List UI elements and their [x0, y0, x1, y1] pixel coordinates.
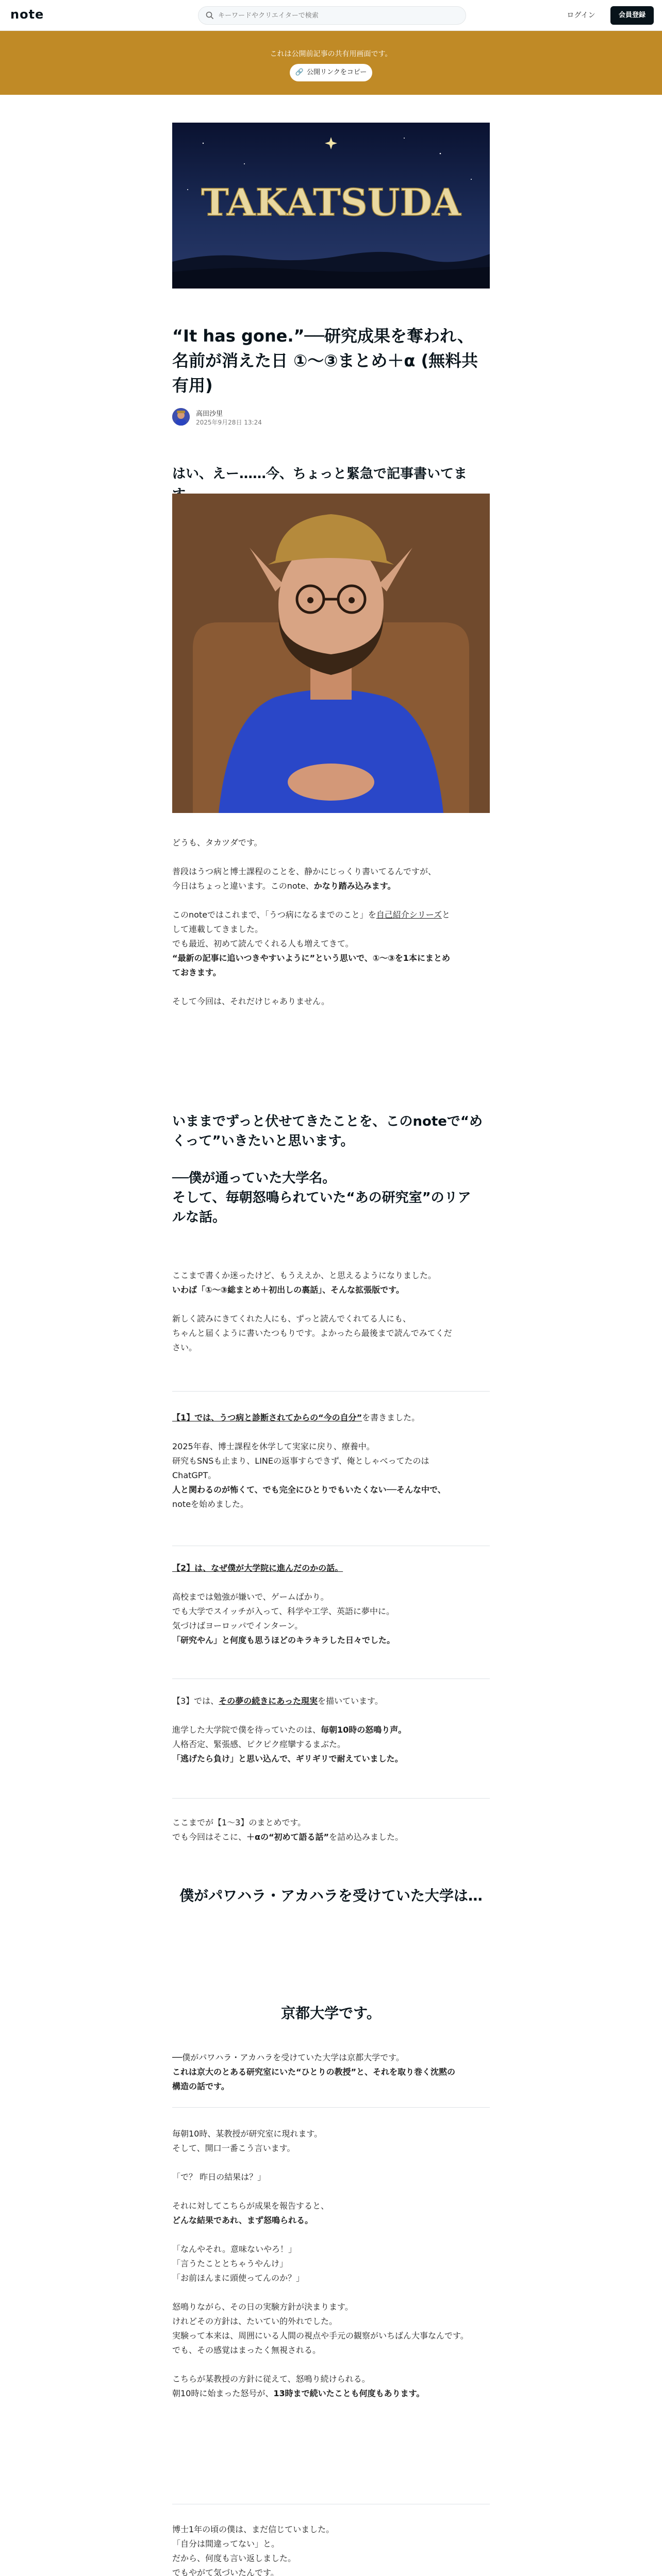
text-line: 博士1年の頃の僕は、まだ信じていました。 [172, 2524, 335, 2534]
avatar[interactable] [172, 408, 190, 426]
heading-line: いままでずっと伏せてきたことを、このnoteで“め [172, 1114, 483, 1129]
share-banner [0, 31, 662, 95]
series-link[interactable]: 自己紹介シリーズ [376, 910, 442, 920]
text-line: 「なんやそれ。意味ないやろ！」 [172, 2244, 296, 2254]
text-span: 13時まで続いたことも何度もあります。 [273, 2388, 425, 2398]
text-line: 「逃げたら負け」と思い込んで、ギリギリで耐えていました。 [172, 1754, 403, 1764]
section-3-summary [172, 1694, 490, 1766]
search-input[interactable] [218, 7, 460, 24]
copy-link-button[interactable] [290, 64, 372, 81]
text-line [172, 1694, 490, 1708]
intro-paragraphs [172, 836, 490, 1009]
text-line: 人格否定、緊張感、ピクピク痙攣するまぶた。 [172, 1739, 346, 1749]
top-navbar [0, 0, 662, 31]
section-3-link[interactable]: その夢の続きにあった現実 [219, 1696, 318, 1706]
title-line: 有用) [172, 376, 213, 395]
text-line: 気づけばヨーロッパでインターン。 [172, 1621, 303, 1631]
section-heading [172, 1168, 490, 1227]
text-line: 「言うたこととちゃうやんけ」 [172, 2259, 288, 2268]
note-logo[interactable]: note [10, 7, 44, 22]
text-line: ──僕がパワハラ・アカハラを受けていた大学は京都大学です。 [172, 2053, 404, 2062]
post-date: 2025年9月28日 13:24 [196, 419, 262, 426]
section-1-link[interactable]: 【1】では、うつ病と診断されてからの“今の自分” [172, 1413, 362, 1422]
text-span: このnoteではこれまで、「うつ病になるまでのこと」を [172, 910, 376, 920]
text-span: を詰め込みました。 [329, 1832, 404, 1842]
heading-line: くって”いきたいと思います。 [172, 1133, 354, 1149]
text-line: 「研究やん」と何度も思うほどのキラキラした日々でした。 [172, 1635, 395, 1645]
text-line: 毎朝10時、某教授が研究室に現れます。 [172, 2129, 323, 2139]
text-line: でもやがて気づいたんです。 [172, 2568, 279, 2576]
text-line: ちゃんと届くように書いたつもりです。よかったら最後まで読んでみてくだ [172, 1328, 452, 1338]
text-span: と [441, 910, 450, 920]
section-heading [172, 1112, 490, 1151]
text-span: を書きました。 [362, 1413, 420, 1422]
banner-text: これは公開前記事の共有用画面です。 [270, 50, 392, 58]
text-line: けれどその方針は、たいてい的外れでした。 [172, 2316, 338, 2326]
text-line: さい。 [172, 1343, 197, 1352]
paragraph [172, 2522, 490, 2576]
author-name[interactable]: 高田沙里 [196, 410, 223, 418]
signup-button[interactable]: 会員登録 [610, 6, 654, 25]
centered-heading: 京都大学です。 [281, 2005, 381, 2022]
text-line [172, 2386, 490, 2401]
text-line: 「自分は間違ってない」と。 [172, 2539, 280, 2549]
portrait-image [172, 494, 490, 813]
text-line [172, 1723, 490, 1737]
title-line: 名前が消えた日 ①〜③まとめ＋α (無料共 [172, 351, 478, 370]
text-line [172, 1411, 490, 1425]
text-line: 構造の話です。 [172, 2081, 229, 2091]
text-span: 毎朝10時の怒鳴り声。 [321, 1725, 407, 1735]
text-line: これは京大のとある研究室にいた“ひとりの教授”と、それを取り巻く沈黙の [172, 2067, 456, 2077]
text-line: “最新の記事に追いつきやすいように”という思いで、①〜③を1本にまとめ [172, 953, 450, 963]
text-line [172, 879, 490, 893]
divider [172, 2107, 490, 2108]
section-1-summary [172, 1411, 490, 1512]
text-line: 2025年春、博士課程を休学して実家に戻り、療養中。 [172, 1442, 375, 1451]
heading-line: ──僕が通っていた大学名。 [172, 1171, 336, 1186]
text-line: ここまで書くか迷ったけど、もうええか、と思えるようになりました。 [172, 1270, 437, 1280]
text-span: 【3】では、 [172, 1696, 219, 1706]
text-line: どうも、タカツダです。 [172, 838, 262, 848]
text-line: して連載してきました。 [172, 924, 263, 934]
text-span: を描いています。 [318, 1696, 383, 1706]
header-image [172, 123, 490, 289]
login-button[interactable]: ログイン [567, 11, 595, 20]
divider [172, 1391, 490, 1392]
text-span: 今日はちょっと違います。このnote、 [172, 881, 314, 891]
text-span: 進学した大学院で僕を待っていたのは、 [172, 1725, 321, 1735]
text-span: でも今回はそこに、 [172, 1832, 247, 1842]
text-line: 「お前ほんまに頭使ってんのか？」 [172, 2273, 305, 2283]
section-2-link[interactable]: 【2】は、なぜ僕が大学院に進んだのかの話。 [172, 1563, 343, 1573]
text-line: 研究もSNSも止まり、LINEの返事すらできず、俺としゃべってたのは [172, 1456, 429, 1466]
hero-word: TAKATSUDA [201, 180, 461, 224]
text-line: 高校までは勉強が嫌いで、ゲームばかり。 [172, 1592, 329, 1602]
text-line [172, 908, 490, 922]
text-line: でも、その感覚はまったく無視される。 [172, 2345, 321, 2355]
heading-line: ルな話。 [172, 1210, 226, 1225]
text-line: ChatGPT。 [172, 1470, 217, 1480]
search-icon [206, 11, 214, 20]
link-icon: 🔗 [295, 69, 304, 76]
copy-link-label: 公開リンクをコピー [306, 69, 367, 76]
text-span: 朝10時に始まった怒号が、 [172, 2388, 274, 2398]
centered-heading: 僕がパワハラ・アカハラを受けていた大学は… [179, 1887, 483, 1904]
text-line: 新しく読みにきてくれた人にも、ずっと読んでくれてる人にも、 [172, 1314, 411, 1324]
text-span: ＋αの“初めて語る話” [246, 1832, 329, 1842]
text-line: それに対してこちらが成果を報告すると、 [172, 2201, 329, 2211]
text-line: 実験って本来は、周囲にいる人間の視点や手元の観察がいちばん大事なんです。 [172, 2331, 469, 2341]
text-line: でも大学でスイッチが入って、科学や工学、英語に夢中に。 [172, 1606, 395, 1616]
text-line: でも最近、初めて読んでくれる人も増えてきて。 [172, 939, 354, 948]
heading-line: そして、毎朝怒鳴られていた“あの研究室”のリア [172, 1190, 471, 1206]
paragraph [172, 1268, 490, 1355]
lead-heading: はい、えー……今、ちょっと緊急で記事書いてま [172, 466, 468, 482]
paragraph [172, 2127, 490, 2401]
text-line: こちらが某教授の方針に従えて、怒鳴り続けられる。 [172, 2374, 370, 2384]
text-line: そして今回は、それだけじゃありません。 [172, 996, 329, 1006]
text-line: 「で？ 昨日の結果は？」 [172, 2172, 266, 2182]
summary-paragraph [172, 1816, 490, 1844]
text-line: ておきます。 [172, 968, 221, 977]
text-line [172, 1830, 490, 1844]
text-span: かなり踏み込みます。 [313, 881, 396, 891]
article-title [172, 324, 490, 398]
paragraph [172, 2050, 490, 2094]
text-line: 怒鳴りながら、その日の実験方針が決まります。 [172, 2302, 353, 2312]
author-block [172, 408, 490, 429]
text-line: だから、何度も言い返しました。 [172, 2553, 296, 2563]
text-line: いわば「①〜③総まとめ＋初出しの裏話」、そんな拡張版です。 [172, 1285, 404, 1295]
section-2-summary [172, 1561, 490, 1648]
divider [172, 1798, 490, 1799]
search-box[interactable] [198, 6, 466, 25]
title-line: “It has gone.”──研究成果を奪われ、 [172, 326, 474, 346]
text-line: ここまでが【1〜3】のまとめです。 [172, 1818, 306, 1827]
text-line: どんな結果であれ、まず怒鳴られる。 [172, 2215, 313, 2225]
text-line: そして、開口一番こう言います。 [172, 2143, 295, 2153]
text-line: 普段はうつ病と博士課程のことを、静かにじっくり書いてるんですが、 [172, 867, 437, 876]
text-line: 人と関わるのが怖くて、でも完全にひとりでもいたくない──そんな中で、 [172, 1485, 446, 1495]
text-line: noteを始めました。 [172, 1499, 249, 1509]
